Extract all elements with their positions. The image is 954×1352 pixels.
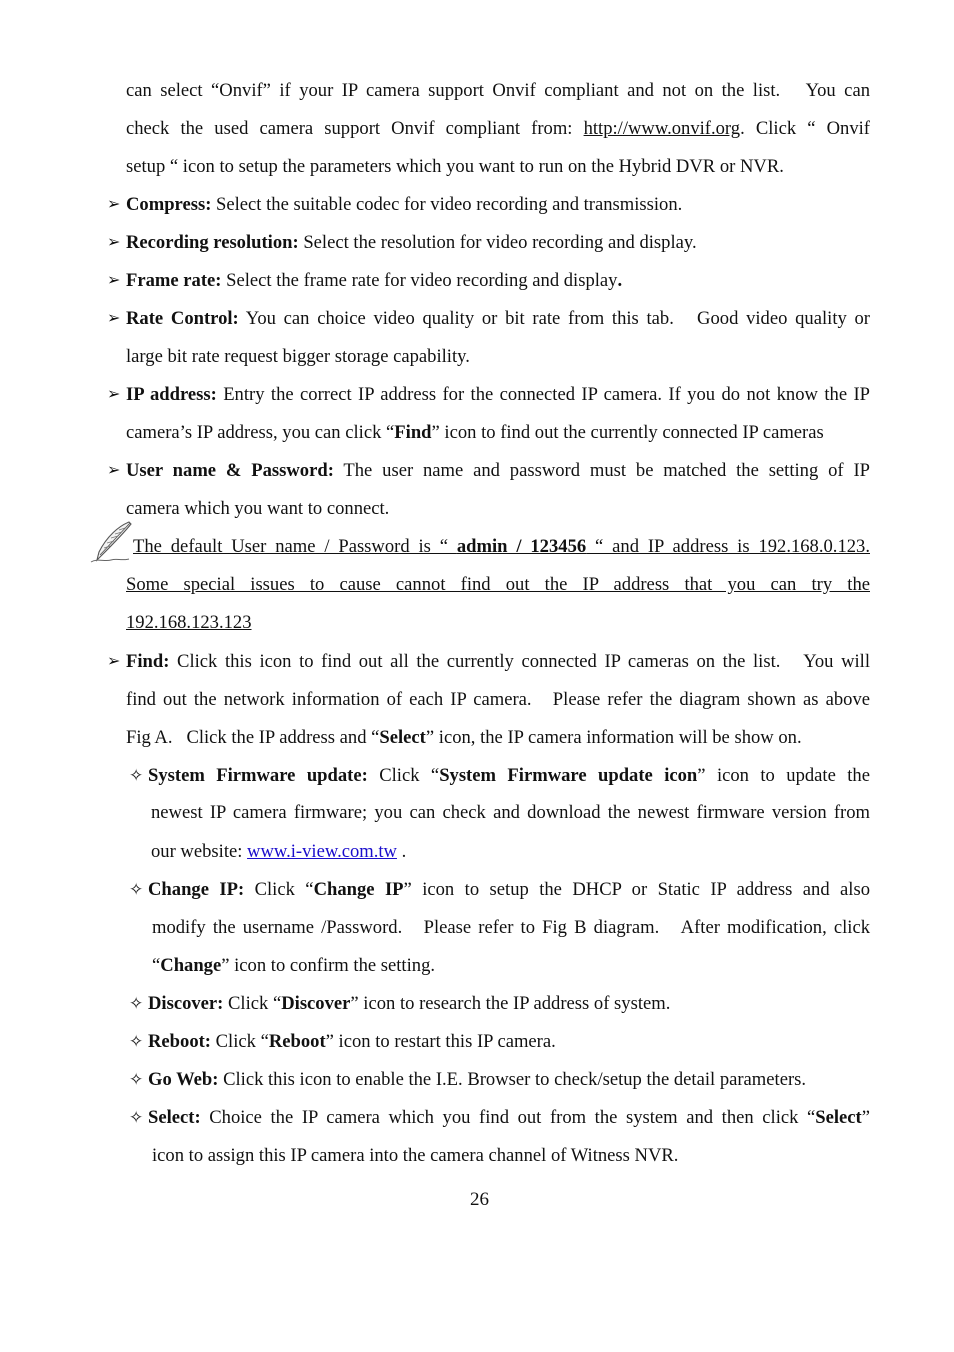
find-item-line-3 (126, 726, 802, 750)
item-text: ” icon to update the (697, 765, 870, 786)
diamond-bullet-icon: ✧ (129, 1070, 144, 1089)
onvif-paragraph-line-3 (126, 155, 784, 179)
item-text: Click this icon to enable the I.E. Browser to check/setup the detail parameters. (218, 1069, 807, 1090)
change-ip-keyword: Change IP (313, 879, 404, 900)
item-text: . (396, 841, 407, 862)
ip-address-item-line-2 (126, 421, 824, 445)
onvif-paragraph-line-1 (126, 79, 870, 103)
text: “ and IP address is 192.168.0.123. (586, 536, 870, 557)
item-text: Click “ (244, 879, 314, 900)
alternate-ip-address: 192.168.123.123 (126, 612, 252, 633)
item-label: Go Web: (148, 1069, 219, 1090)
item-text: Click “ (223, 993, 282, 1014)
text: check the used camera support Onvif compliant from: (126, 118, 584, 139)
compress-item (126, 193, 682, 217)
user-password-item-line-1 (126, 459, 870, 483)
note-line-3 (126, 611, 252, 635)
rate-control-item-line-2 (126, 345, 470, 369)
find-item-line-2 (126, 688, 870, 712)
item-label: Compress: (126, 194, 212, 215)
select-keyword: Select (379, 727, 426, 748)
diamond-bullet-icon: ✧ (129, 1108, 144, 1127)
user-password-item-line-2 (126, 497, 389, 521)
default-credentials: admin / 123456 (456, 536, 587, 557)
go-web-item (148, 1068, 806, 1092)
quill-pen-note-icon (89, 520, 135, 566)
item-text: ” icon to restart this IP camera. (325, 1031, 556, 1052)
firmware-keyword: System Firmware update icon (439, 765, 698, 786)
item-label: User name & Password: (126, 460, 334, 481)
select-keyword: Select (815, 1107, 862, 1128)
item-text: Fig A. Click the IP address and “ (126, 727, 380, 748)
page-number: 26 (470, 1189, 489, 1210)
firmware-item-line-1 (148, 764, 870, 788)
firmware-item-line-2 (151, 801, 870, 825)
item-text: ” icon to confirm the setting. (221, 955, 436, 976)
reboot-item (148, 1030, 556, 1054)
recording-resolution-item (126, 231, 697, 255)
change-keyword: Change (160, 955, 222, 976)
diamond-bullet-icon: ✧ (129, 1032, 144, 1051)
firmware-item-line-3 (151, 840, 406, 864)
arrow-bullet-icon: ➢ (107, 196, 121, 213)
item-text: newest IP camera firmware; you can check and download the newest firmware version from (151, 802, 870, 823)
arrow-bullet-icon: ➢ (107, 462, 121, 479)
item-text: Select the suitable codec for video recording and transmission. (211, 194, 683, 215)
item-text: ” icon to find out the currently connected IP cameras (431, 422, 824, 443)
item-text: icon to assign this IP camera into the camera channel of Witness NVR. (152, 1145, 679, 1166)
item-text: ” icon to research the IP address of system. (350, 993, 671, 1014)
diamond-bullet-icon: ✧ (129, 880, 144, 899)
text: The default User name / Password is “ (133, 536, 457, 557)
onvif-link[interactable]: http://www.onvif.org (583, 118, 741, 139)
item-text: camera which you want to connect. (126, 498, 390, 519)
item-label: Recording resolution: (126, 232, 299, 253)
discover-item (148, 992, 670, 1016)
arrow-bullet-icon: ➢ (107, 310, 121, 327)
item-text: camera’s IP address, you can click “ (126, 422, 395, 443)
item-label: Frame rate: (126, 270, 222, 291)
item-label: Rate Control: (126, 308, 239, 329)
item-text: Choice the IP camera which you find out from the system and then click “ (200, 1107, 816, 1128)
arrow-bullet-icon: ➢ (107, 234, 121, 251)
arrow-bullet-icon: ➢ (107, 272, 121, 289)
item-label: Find: (126, 651, 170, 672)
item-label: Reboot: (148, 1031, 211, 1052)
item-text: Click this icon to find out all the currently connected IP cameras on the list. You will (169, 651, 870, 672)
item-text: modify the username /Password. Please refer to Fig B diagram. After modification, click (152, 917, 870, 938)
rate-control-item-line-1 (126, 307, 870, 331)
item-label: IP address: (126, 384, 217, 405)
note-line-2 (126, 573, 870, 597)
item-text: Select the resolution for video recording and display. (298, 232, 697, 253)
item-text: Click “ (367, 765, 440, 786)
item-text: Entry the correct IP address for the connected IP camera. If you do not know the IP (216, 384, 871, 405)
item-label: Discover: (148, 993, 224, 1014)
frame-rate-item (126, 269, 622, 293)
item-text-end: . (617, 270, 623, 291)
item-label: Change IP: (148, 879, 245, 900)
website-link[interactable]: www.i-view.com.tw (247, 841, 397, 862)
item-text: Click “ (211, 1031, 269, 1052)
text: can select “Onvif” if your IP camera support Onvif compliant and not on the list. You can (126, 80, 870, 101)
change-ip-item-line-2 (152, 916, 870, 940)
item-text: Select the frame rate for video recording and display (221, 270, 618, 291)
item-text: ” icon to setup the DHCP or Static IP address and also (403, 879, 871, 900)
item-text: “ (152, 955, 161, 976)
item-label: System Firmware update: (148, 765, 368, 786)
select-item-line-1 (148, 1106, 870, 1130)
text: setup “ icon to setup the parameters which you want to run on the Hybrid DVR or NVR. (126, 156, 784, 177)
arrow-bullet-icon: ➢ (107, 653, 121, 670)
note-line-1 (133, 535, 870, 559)
arrow-bullet-icon: ➢ (107, 386, 121, 403)
find-keyword: Find (394, 422, 432, 443)
change-ip-item-line-3 (152, 954, 435, 978)
find-item-line-1 (126, 650, 870, 674)
text: . Click “ Onvif (740, 118, 870, 139)
item-text: You can choice video quality or bit rate from this tab. Good video quality or (238, 308, 870, 329)
diamond-bullet-icon: ✧ (129, 766, 144, 785)
item-text: large bit rate request bigger storage capability. (126, 346, 470, 367)
select-item-line-2 (152, 1144, 678, 1168)
item-text: find out the network information of each IP camera. Please refer the diagram shown as above (126, 689, 870, 710)
diamond-bullet-icon: ✧ (129, 994, 144, 1013)
item-text: our website: (151, 841, 248, 862)
text: Some special issues to cause cannot find out the IP address that you can try the (126, 574, 870, 595)
ip-address-item-line-1 (126, 383, 870, 407)
onvif-paragraph-line-2 (126, 117, 870, 141)
item-text: ” (861, 1107, 870, 1128)
item-label: Select: (148, 1107, 201, 1128)
discover-keyword: Discover (281, 993, 351, 1014)
item-text: ” icon, the IP camera information will be show on. (425, 727, 802, 748)
item-text: The user name and password must be matched the setting of IP (333, 460, 870, 481)
reboot-keyword: Reboot (268, 1031, 326, 1052)
change-ip-item-line-1 (148, 878, 870, 902)
